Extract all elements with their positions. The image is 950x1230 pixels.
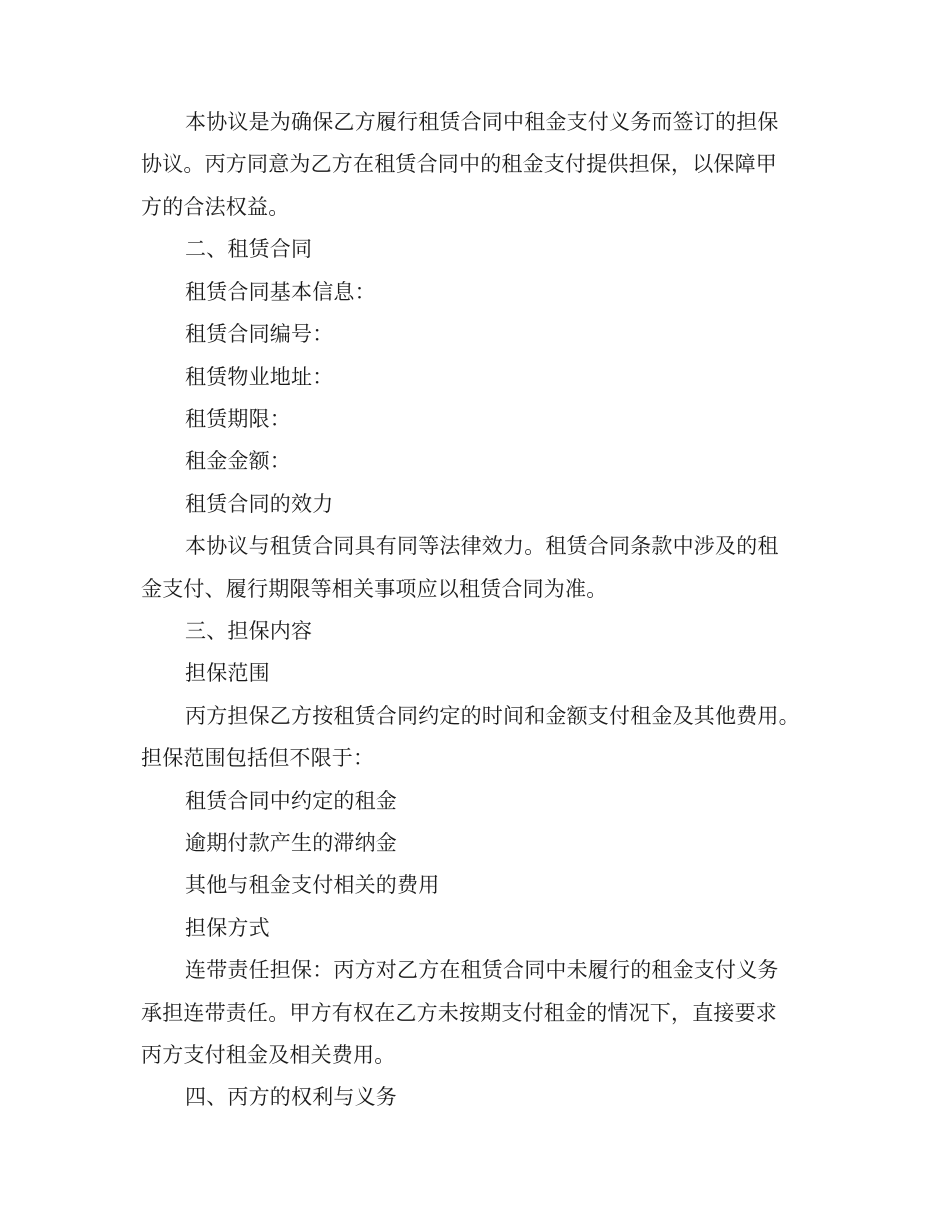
method-paragraph-line-1: 连带责任担保：丙方对乙方在租赁合同中未履行的租金支付义务 — [185, 958, 779, 982]
scope-paragraph-line-1: 丙方担保乙方按租赁合同约定的时间和金额支付租金及其他费用。 — [185, 704, 800, 728]
subheading-contract-validity: 租赁合同的效力 — [185, 492, 334, 516]
lease-basic-info-label: 租赁合同基本信息： — [185, 280, 376, 304]
intro-paragraph-line-2: 协议。丙方同意为乙方在租赁合同中的租金支付提供担保，以保障甲 — [141, 152, 777, 176]
intro-paragraph-line-3: 方的合法权益。 — [141, 195, 290, 219]
section-heading-lease-contract: 二、租赁合同 — [185, 237, 313, 261]
scope-paragraph-line-2: 担保范围包括但不限于： — [141, 746, 375, 770]
lease-contract-number-label: 租赁合同编号： — [185, 322, 334, 346]
scope-item-late-fee: 逾期付款产生的滞纳金 — [185, 831, 397, 855]
lease-property-address-label: 租赁物业地址： — [185, 365, 334, 389]
scope-item-other-fees: 其他与租金支付相关的费用 — [185, 873, 440, 897]
rent-amount-label: 租金金额： — [185, 449, 291, 473]
intro-paragraph-line-1: 本协议是为确保乙方履行租赁合同中租金支付义务而签订的担保 — [185, 110, 779, 134]
method-paragraph-line-3: 丙方支付租金及相关费用。 — [141, 1043, 396, 1067]
subheading-guarantee-scope: 担保范围 — [185, 661, 270, 685]
validity-paragraph-line-2: 金支付、履行期限等相关事项应以租赁合同为准。 — [141, 577, 608, 601]
lease-term-label: 租赁期限： — [185, 407, 291, 431]
method-paragraph-line-2: 承担连带责任。甲方有权在乙方未按期支付租金的情况下，直接要求 — [141, 1001, 777, 1025]
subheading-guarantee-method: 担保方式 — [185, 916, 270, 940]
section-heading-guarantor-rights: 四、丙方的权利与义务 — [185, 1085, 397, 1109]
section-heading-guarantee-content: 三、担保内容 — [185, 619, 313, 643]
scope-item-rent: 租赁合同中约定的租金 — [185, 789, 397, 813]
validity-paragraph-line-1: 本协议与租赁合同具有同等法律效力。租赁合同条款中涉及的租 — [185, 534, 779, 558]
